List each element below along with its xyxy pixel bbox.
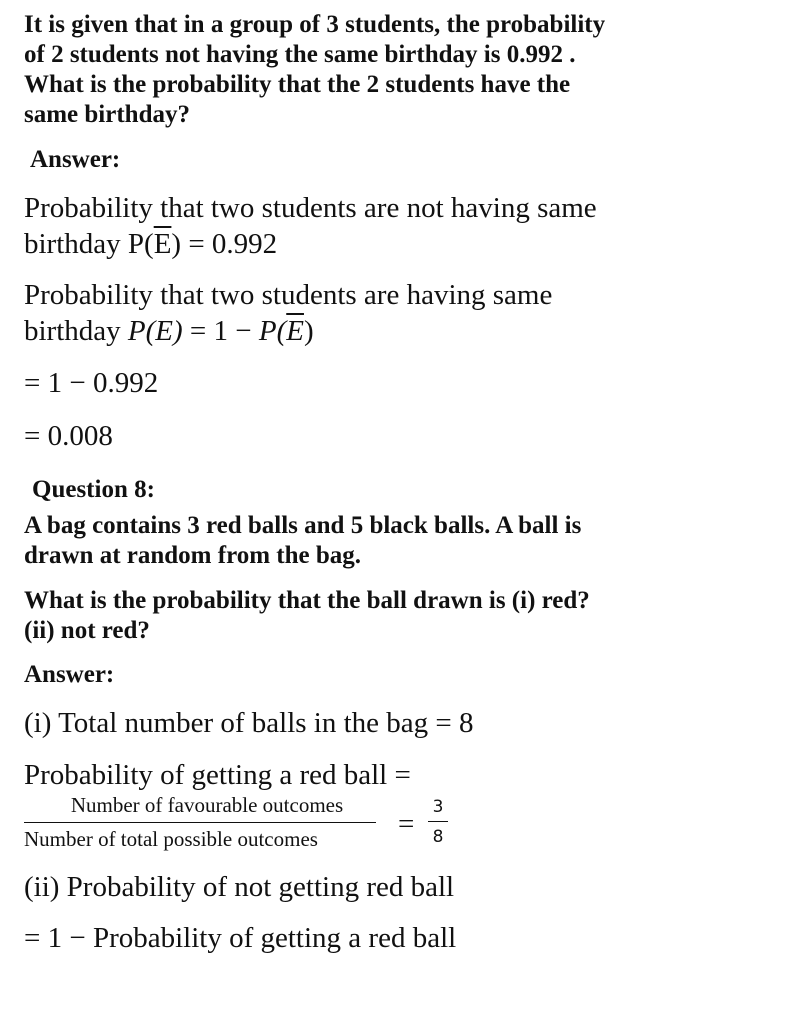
question-8-text — [24, 511, 581, 571]
equals-sign: = — [398, 808, 415, 840]
q7-question-line: of 2 students not having the same birthday is 0.992 . — [24, 41, 576, 68]
q7-answer-label: Answer: — [30, 146, 121, 173]
fraction-denominator: 8 — [432, 827, 444, 847]
q7-solution-line-3: Probability that two students are having same — [24, 279, 553, 311]
fraction-denominator: Number of total possible outcomes — [24, 827, 318, 851]
numeric-fraction — [428, 796, 448, 848]
q8-subquestion-line: (ii) not red? — [24, 617, 150, 644]
q8-not-red-line: (ii) Probability of not getting red ball — [24, 871, 455, 903]
q7-solution-line-4 — [24, 313, 314, 349]
q8-prob-red-line: Probability of getting a red ball = — [24, 759, 411, 791]
question-8-subquestions — [24, 586, 590, 646]
q7-question-line: It is given that in a group of 3 students, the probability — [24, 11, 606, 38]
fraction-bar — [428, 821, 448, 822]
q7-step-1: = 1 − 0.992 — [24, 367, 159, 399]
q8-question-line: drawn at random from the bag. — [24, 542, 362, 569]
q7-question-line: What is the probability that the 2 students have the — [24, 71, 571, 98]
q7-line2-post: ) = 0.992 — [171, 228, 278, 260]
question-7-text — [24, 10, 605, 130]
q7-line2-pre: birthday P( — [24, 228, 154, 260]
q7-solution-line-1: Probability that two students are not having same — [24, 192, 597, 224]
question-8-heading: Question 8: — [32, 476, 155, 503]
q7-line4-pre: birthday — [24, 315, 128, 347]
q8-not-red-step: = 1 − Probability of getting a red ball — [24, 922, 457, 954]
fraction-bar — [24, 822, 376, 823]
q7-solution-line-2 — [24, 226, 277, 262]
q7-step-2: = 0.008 — [24, 420, 113, 452]
q7-line4-mid: = 1 − — [182, 315, 259, 347]
probability-fraction-row — [24, 792, 464, 854]
q8-total-balls-line: (i) Total number of balls in the bag = 8 — [24, 707, 474, 739]
q8-subquestion-line: What is the probability that the ball drawn is (i) red? — [24, 587, 590, 614]
p-e-expression: P(E) — [127, 315, 183, 347]
fraction-numerator: Number of favourable outcomes — [70, 793, 344, 817]
p-symbol: P( — [258, 315, 287, 347]
e-bar-symbol: $\overline{E}$ — [153, 228, 172, 260]
q8-answer-label: Answer: — [24, 661, 115, 688]
close-paren: ) — [303, 315, 314, 347]
q7-question-line: same birthday? — [24, 101, 190, 128]
word-fraction — [24, 792, 376, 852]
e-bar-symbol: $\overline{E}$ — [286, 315, 304, 347]
q8-question-line: A bag contains 3 red balls and 5 black balls. A ball is — [24, 512, 582, 539]
fraction-numerator: 3 — [432, 797, 444, 817]
